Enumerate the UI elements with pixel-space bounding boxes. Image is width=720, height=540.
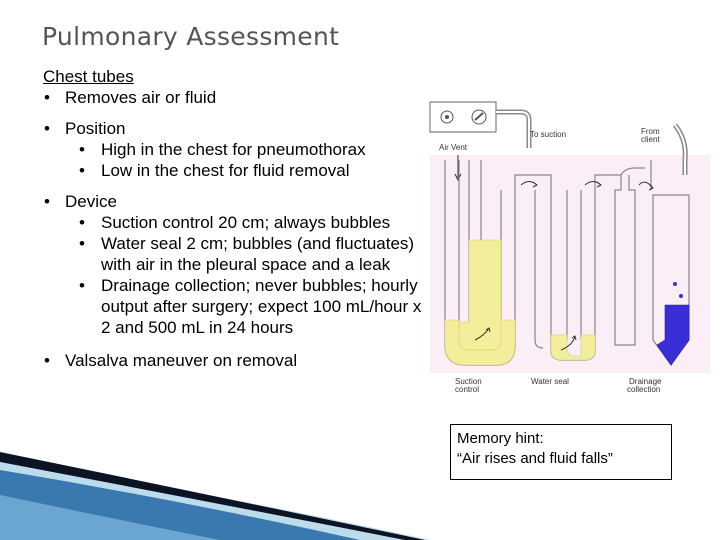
label-from-client-1: From [641, 127, 660, 136]
sub-bullet-drainage: • Drainage collection; never bubbles; hourly output after surgery; expect 100 mL/hour x 2 and 500 mL in 24 hours [65, 275, 423, 338]
bullet-removes-air: • Removes air or fluid [43, 87, 423, 108]
suction-tubing [496, 112, 529, 148]
slide-title: Pulmonary Assessment [42, 22, 340, 51]
label-suction-control-2: control [455, 385, 480, 394]
label-from-client-2: client [641, 135, 660, 144]
label-to-suction: To suction [530, 130, 567, 139]
sub-bullet-suction: • Suction control 20 cm; always bubbles [65, 212, 423, 233]
sub-bullet-water-seal: • Water seal 2 cm; bubbles (and fluctuates) with air in the pleural space and a leak [65, 233, 423, 275]
suction-regulator-box [430, 102, 496, 132]
device-sub-list [65, 212, 423, 338]
bullet-content [43, 66, 423, 371]
sub-bullet-high: • High in the chest for pneumothorax [65, 139, 423, 160]
bullet-device-label: Device [65, 192, 117, 211]
section-heading: Chest tubes [43, 67, 134, 86]
bullet-position [43, 118, 423, 181]
label-drainage-2: collection [627, 385, 661, 394]
memory-hint-text: “Air rises and fluid falls” [457, 450, 613, 467]
memory-hint-title: Memory hint: [457, 430, 544, 447]
bullet-position-label: Position [65, 119, 126, 138]
label-water-seal: Water seal [531, 377, 569, 386]
position-sub-list [65, 139, 423, 181]
chest-tube-diagram [425, 100, 715, 400]
label-drainage-1: Drainage [629, 377, 662, 386]
memory-hint-box [450, 424, 672, 480]
bullet-device [43, 191, 423, 338]
bullet-valsalva: • Valsalva maneuver on removal [43, 350, 423, 371]
main-bullet-list [43, 87, 423, 371]
sub-bullet-low: • Low in the chest for fluid removal [65, 160, 423, 181]
label-air-vent: Air Vent [439, 143, 468, 152]
decorative-swoosh [0, 440, 430, 540]
label-suction-control-1: Suction [455, 377, 482, 386]
